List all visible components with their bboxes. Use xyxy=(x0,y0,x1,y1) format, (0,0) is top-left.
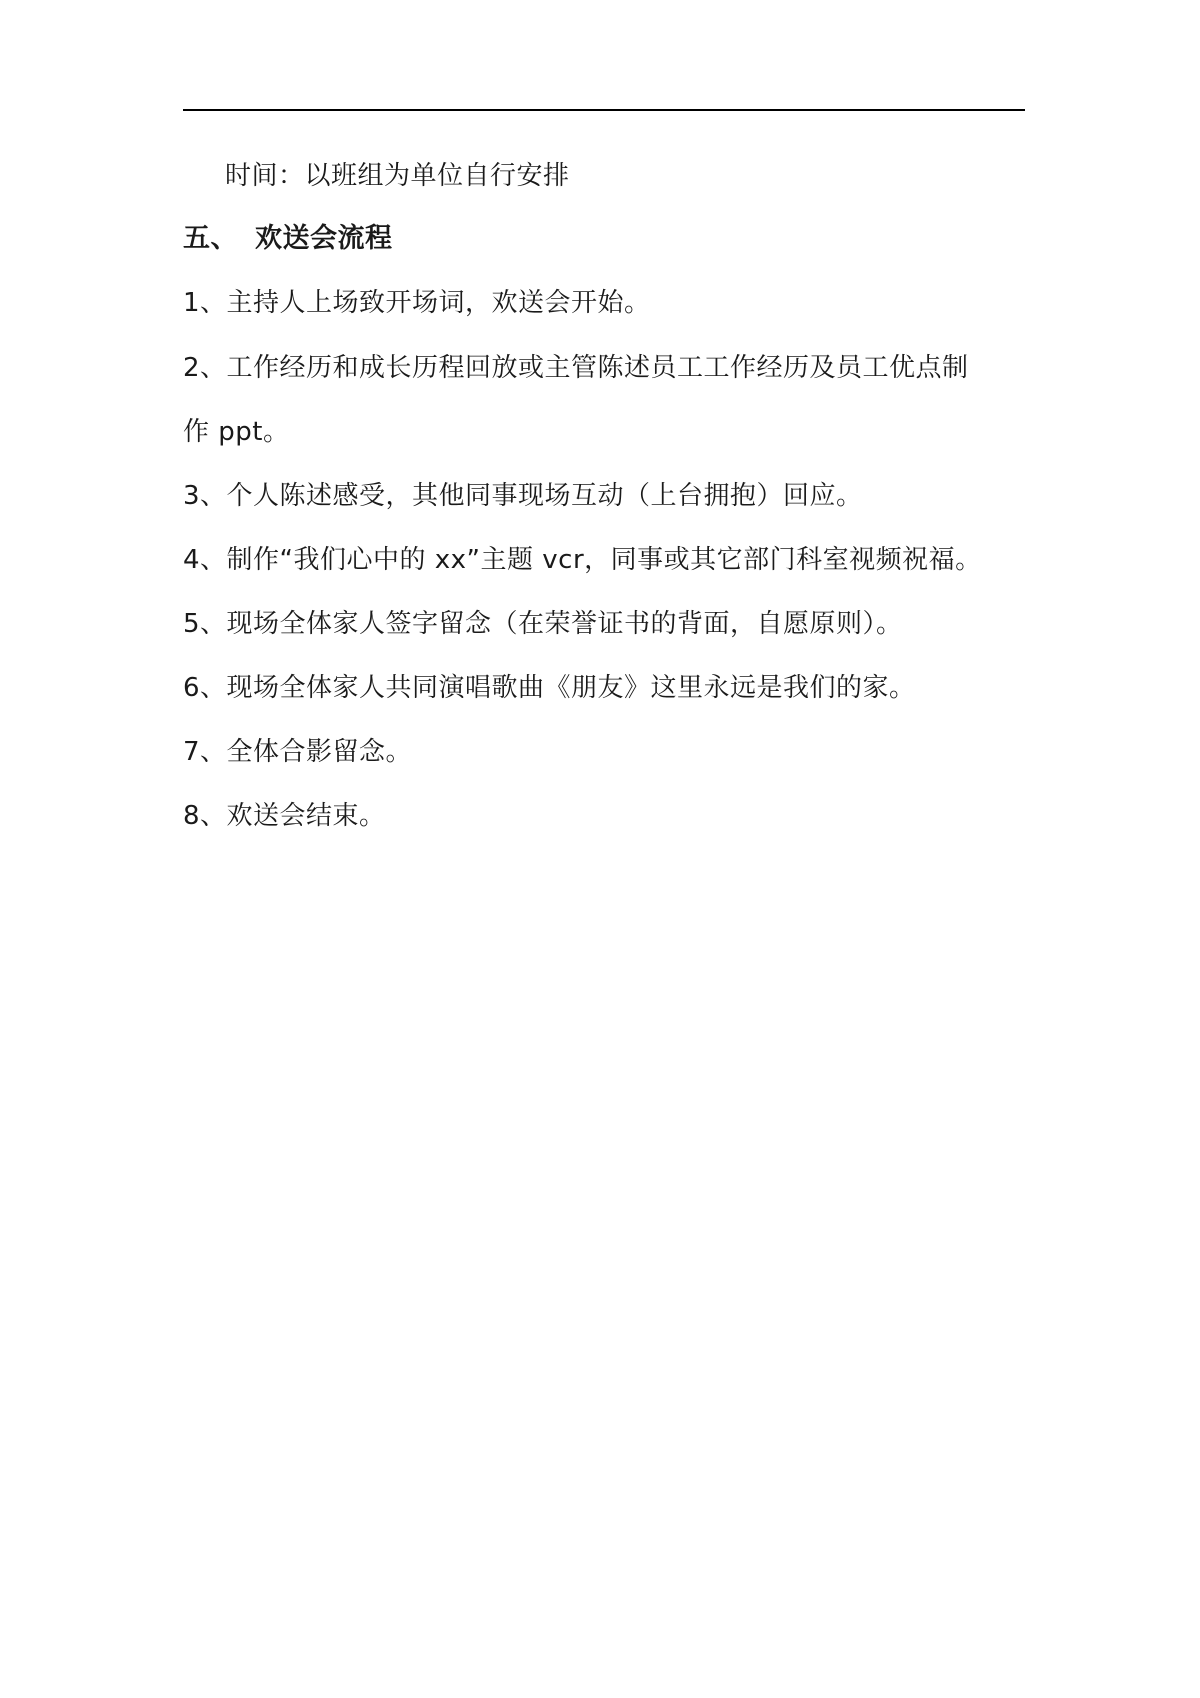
header-rule xyxy=(183,109,1025,111)
step-6: 6、现场全体家人共同演唱歌曲《朋友》这里永远是我们的家。 xyxy=(183,673,916,703)
step-8: 8、欢送会结束。 xyxy=(183,801,386,831)
step-5: 5、现场全体家人签字留念（在荣誉证书的背面，自愿原则）。 xyxy=(183,609,903,639)
step-3: 3、个人陈述感受，其他同事现场互动（上台拥抱）回应。 xyxy=(183,481,863,511)
step-2: 2、工作经历和成长历程回放或主管陈述员工工作经历及员工优点制 xyxy=(183,353,969,383)
step-1: 1、主持人上场致开场词，欢送会开始。 xyxy=(183,288,651,318)
time-line: 时间：以班组为单位自行安排 xyxy=(225,161,570,191)
section-heading xyxy=(183,221,1043,257)
section-number: 五、 xyxy=(183,223,238,254)
section-title: 欢送会流程 xyxy=(255,223,393,254)
step-2-continued: 作 ppt。 xyxy=(183,417,290,447)
step-4: 4、制作“我们心中的 xx”主题 vcr，同事或其它部门科室视频祝福。 xyxy=(183,545,982,575)
step-7: 7、全体合影留念。 xyxy=(183,737,413,767)
